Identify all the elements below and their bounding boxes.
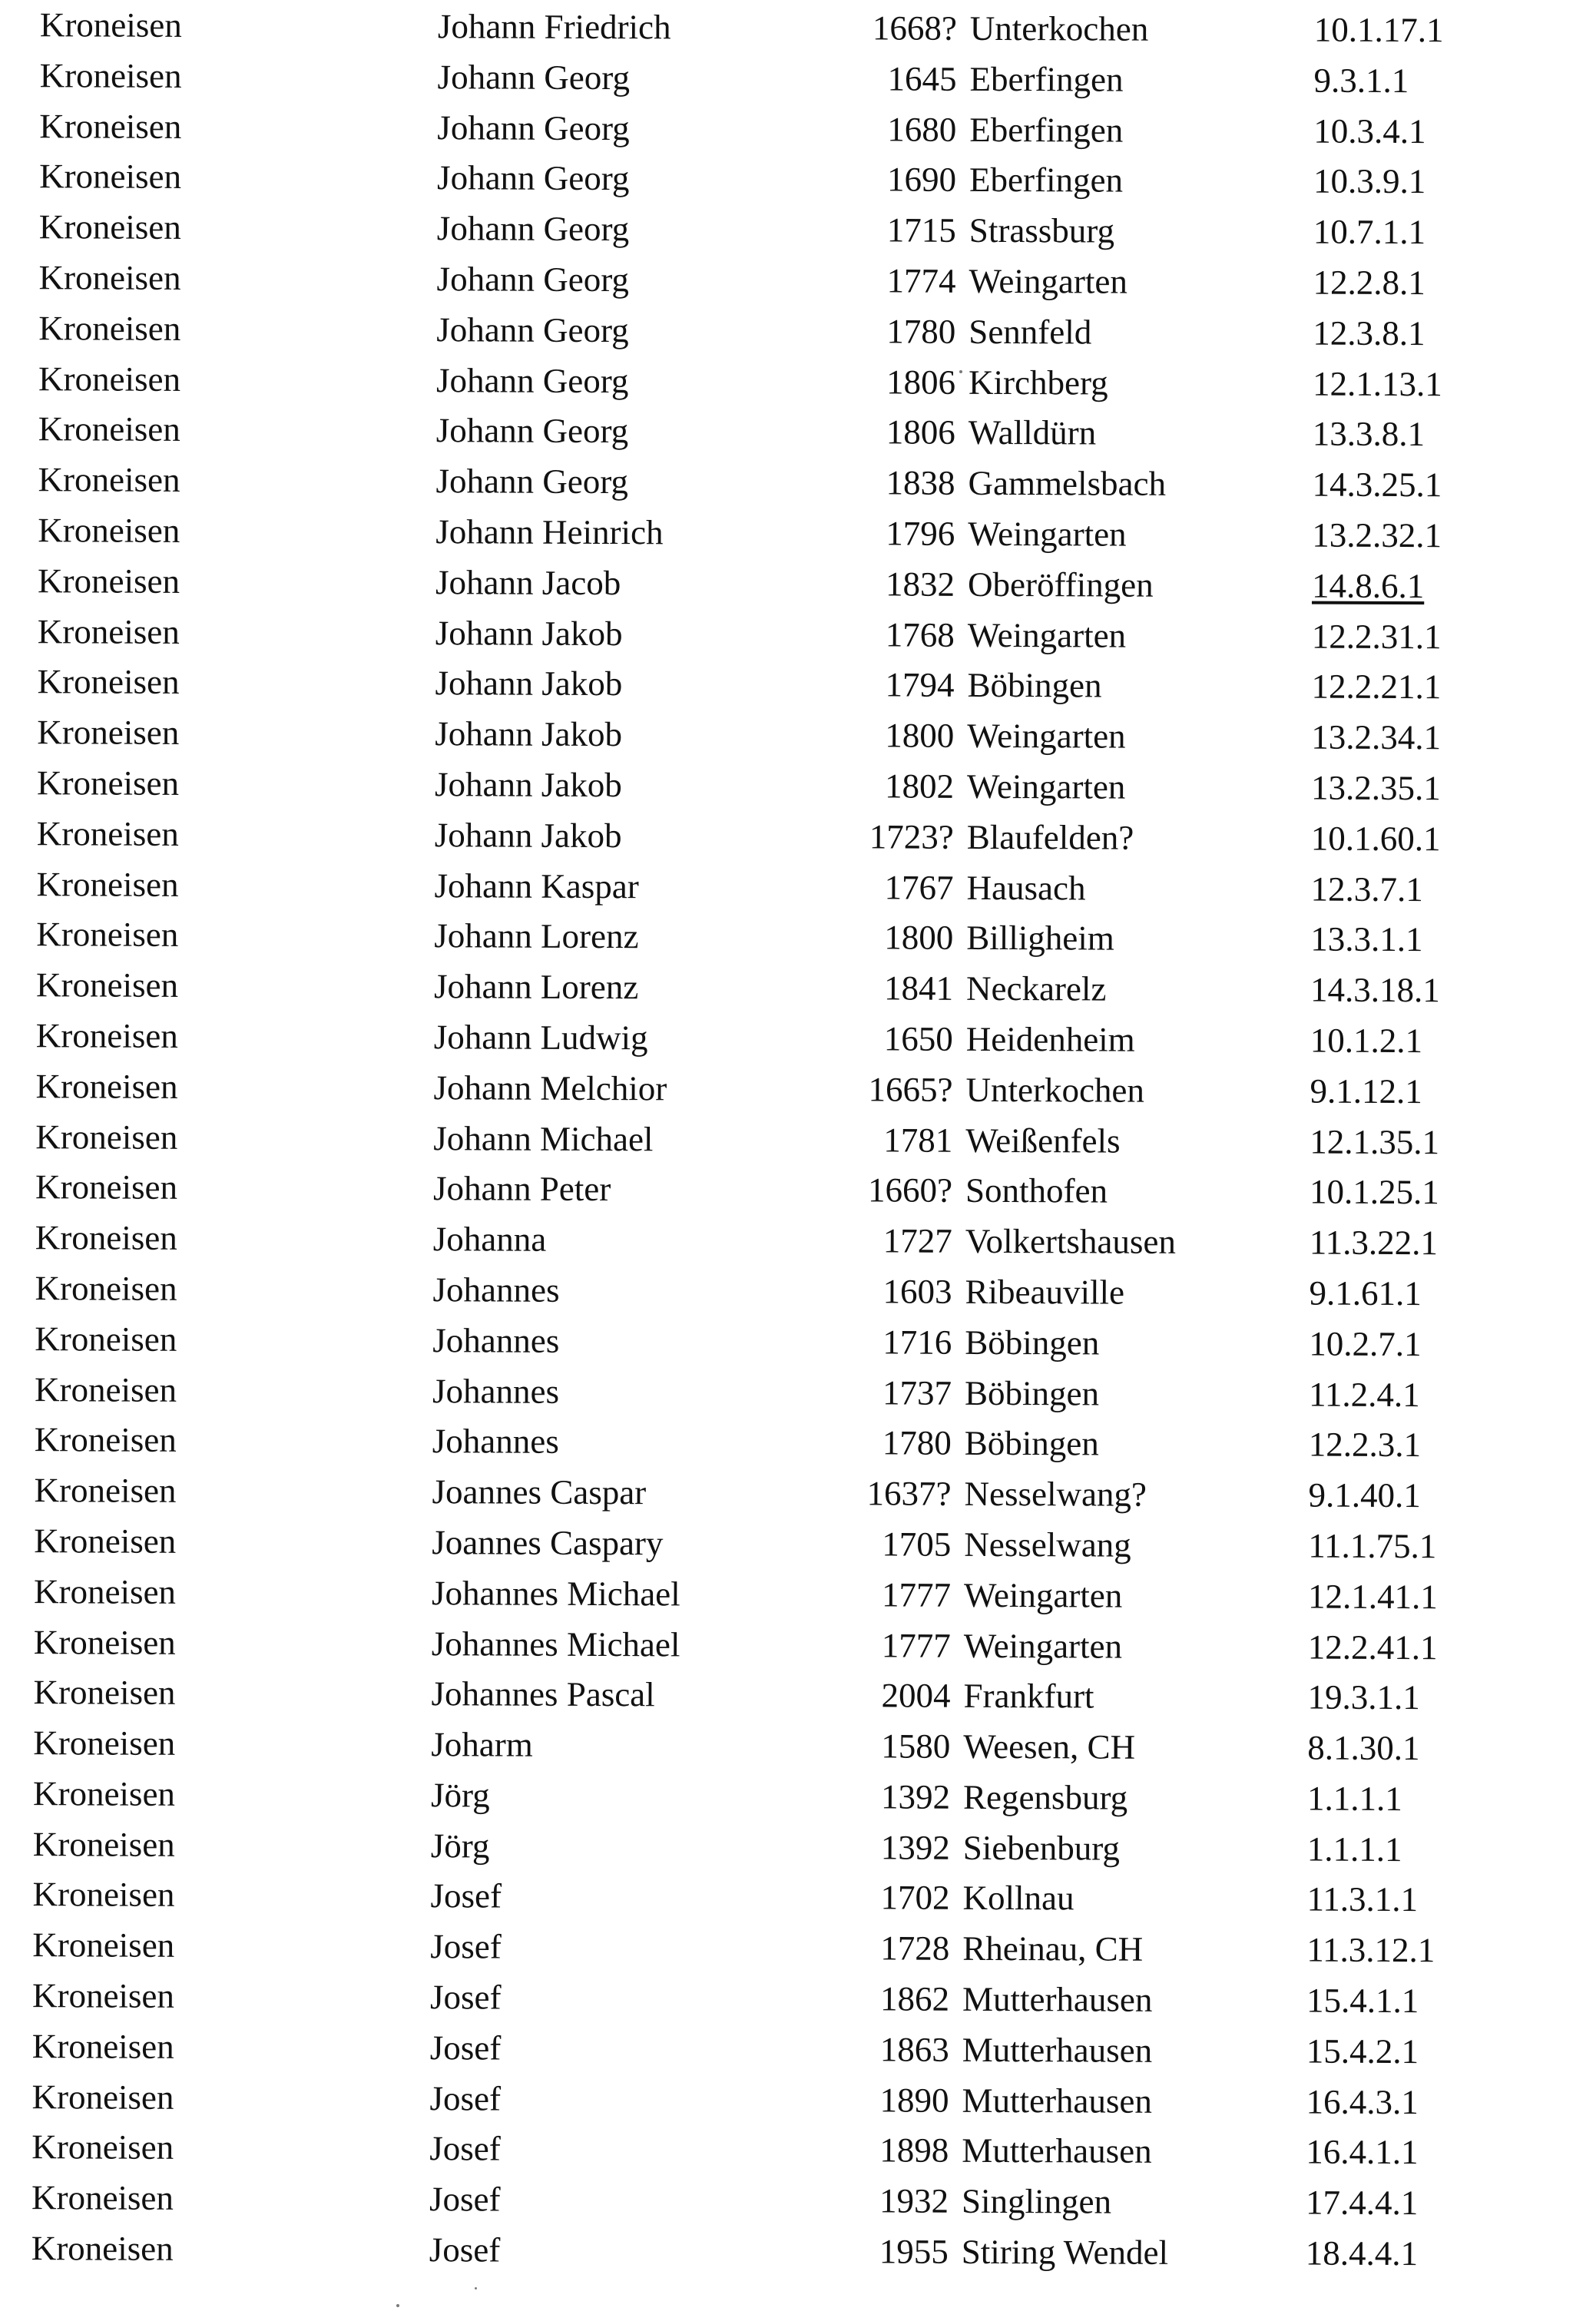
place-cell: Unterkochen: [969, 8, 1149, 48]
surname-cell: Kroneisen: [38, 561, 180, 601]
reference-cell: 12.2.8.1: [1313, 263, 1425, 303]
reference-cell: 9.1.61.1: [1309, 1273, 1422, 1313]
list-row: [0, 909, 1592, 966]
reference-cell: 13.2.32.1: [1312, 515, 1442, 555]
year-cell: 1841: [883, 968, 954, 1008]
surname-cell: Kroneisen: [31, 2077, 174, 2117]
given-name-cell: Johann Georg: [436, 260, 630, 300]
surname-cell: Kroneisen: [37, 611, 180, 651]
place-cell: Weingarten: [963, 1626, 1123, 1666]
given-name-cell: Joannes Caspar: [432, 1472, 647, 1512]
given-name-cell: Johann Georg: [436, 310, 629, 349]
given-name-cell: Johann Georg: [436, 360, 629, 400]
given-name-cell: Josef: [430, 1927, 502, 1966]
given-name-cell: Johann Heinrich: [435, 512, 664, 552]
place-cell: Kirchberg: [969, 363, 1108, 402]
surname-cell: Kroneisen: [35, 1016, 178, 1055]
given-name-cell: Johann Jakob: [434, 765, 622, 805]
list-row: [0, 1567, 1590, 1624]
year-cell: 1705: [882, 1525, 952, 1564]
place-cell: Regensburg: [962, 1777, 1128, 1817]
given-name-cell: Johann Jakob: [435, 613, 623, 653]
list-row: [0, 1516, 1590, 1573]
year-cell: 1723?: [869, 817, 954, 856]
surname-cell: Kroneisen: [35, 1269, 177, 1308]
year-cell: 1650: [883, 1019, 953, 1058]
given-name-cell: Josef: [429, 2180, 501, 2219]
list-row: [0, 809, 1593, 866]
given-name-cell: Johann Peter: [432, 1169, 611, 1209]
surname-cell: Kroneisen: [38, 409, 180, 449]
reference-cell: 14.3.18.1: [1310, 970, 1440, 1010]
reference-cell: 10.1.2.1: [1310, 1021, 1423, 1061]
year-cell: 1392: [880, 1777, 951, 1816]
given-name-cell: Johannes Michael: [431, 1624, 680, 1664]
place-cell: Weesen, CH: [963, 1727, 1136, 1766]
reference-cell: 9.3.1.1: [1313, 61, 1409, 100]
list-row: [0, 1920, 1588, 1977]
place-cell: Strassburg: [969, 211, 1115, 250]
surname-cell: Kroneisen: [38, 359, 181, 399]
year-cell: 1767: [884, 867, 954, 907]
surname-cell: Kroneisen: [39, 157, 182, 197]
reference-cell: 12.1.41.1: [1307, 1577, 1438, 1616]
reference-cell: 12.3.8.1: [1313, 313, 1425, 353]
reference-cell: 14.3.25.1: [1312, 465, 1442, 505]
place-cell: Walldürn: [968, 413, 1097, 452]
year-cell: 1768: [885, 614, 955, 654]
place-cell: Rheinau, CH: [962, 1929, 1144, 1969]
surname-cell: Kroneisen: [38, 460, 180, 500]
given-name-cell: Johannes Michael: [431, 1573, 680, 1614]
year-cell: 1777: [881, 1625, 951, 1665]
reference-cell: 10.1.17.1: [1313, 10, 1444, 50]
place-cell: Billigheim: [966, 919, 1114, 958]
list-row: [0, 1819, 1589, 1876]
place-cell: Stiring Wendel: [961, 2232, 1169, 2272]
year-cell: 1715: [886, 210, 956, 250]
year-cell: 1728: [880, 1929, 950, 1968]
year-cell: 1680: [887, 110, 957, 149]
reference-cell: 11.1.75.1: [1308, 1526, 1437, 1566]
year-cell: 1955: [879, 2232, 949, 2271]
reference-cell: 10.1.25.1: [1309, 1172, 1439, 1212]
year-cell: 2004: [881, 1676, 951, 1716]
surname-cell: Kroneisen: [34, 1420, 177, 1460]
list-row: [0, 0, 1596, 57]
place-cell: Weingarten: [963, 1575, 1123, 1615]
list-row: [0, 1314, 1591, 1371]
list-row: [0, 354, 1594, 411]
place-cell: Eberfingen: [969, 110, 1124, 150]
place-cell: Heidenheim: [965, 1019, 1135, 1059]
given-name-cell: Johanna: [432, 1220, 547, 1259]
surname-cell: Kroneisen: [38, 207, 181, 247]
reference-cell: 14.8.6.1: [1311, 566, 1425, 605]
place-cell: Nesselwang?: [964, 1474, 1147, 1514]
surname-cell: Kroneisen: [36, 763, 180, 803]
year-cell: 1932: [879, 2181, 949, 2221]
year-cell: 1737: [882, 1372, 952, 1412]
given-name-cell: Johann Georg: [435, 411, 629, 451]
reference-cell: 17.4.4.1: [1305, 2183, 1419, 2223]
reference-cell: 10.7.1.1: [1313, 212, 1426, 252]
year-cell: 1777: [881, 1575, 952, 1614]
place-cell: Mutterhausen: [962, 1979, 1153, 2019]
list-row: [0, 1011, 1592, 1068]
list-row: [0, 1263, 1591, 1320]
reference-cell: 8.1.30.1: [1307, 1728, 1420, 1768]
surname-cell: Kroneisen: [31, 2127, 174, 2167]
place-cell: Ribeauville: [965, 1272, 1125, 1312]
surname-cell: Kroneisen: [35, 1319, 177, 1359]
list-row: [0, 505, 1594, 562]
given-name-cell: Johannes: [432, 1422, 559, 1462]
place-cell: Eberfingen: [969, 161, 1124, 200]
given-name-cell: Johann Jacob: [435, 562, 621, 602]
list-row: [0, 1971, 1588, 2028]
given-name-cell: Joharm: [431, 1725, 533, 1764]
place-cell: Eberfingen: [969, 59, 1124, 99]
year-cell: 1392: [880, 1828, 950, 1867]
place-cell: Weingarten: [967, 615, 1127, 655]
place-cell: Böbingen: [967, 666, 1102, 705]
year-cell: 1645: [887, 59, 957, 98]
given-name-cell: Johann Friedrich: [437, 7, 671, 47]
place-cell: Böbingen: [964, 1424, 1099, 1463]
surname-cell: Kroneisen: [35, 1167, 178, 1207]
reference-cell: 12.1.13.1: [1313, 364, 1442, 403]
given-name-cell: Johannes Pascal: [431, 1674, 655, 1714]
surname-cell: Kroneisen: [33, 1622, 176, 1662]
year-cell: 1780: [882, 1423, 952, 1463]
given-name-cell: Joannes Caspary: [432, 1523, 664, 1563]
surname-cell: Kroneisen: [31, 2229, 174, 2268]
given-name-cell: Johann Georg: [435, 462, 629, 502]
list-row: [0, 202, 1595, 259]
surname-cell: Kroneisen: [35, 1218, 177, 1258]
surname-cell: Kroneisen: [37, 662, 180, 702]
reference-cell: 12.2.41.1: [1307, 1627, 1438, 1667]
list-row: [0, 455, 1594, 512]
place-cell: Siebenburg: [962, 1828, 1121, 1868]
reference-cell: 15.4.1.1: [1306, 1981, 1419, 2021]
surname-cell: Kroneisen: [31, 1976, 175, 2015]
list-row: [0, 2223, 1588, 2280]
list-row: [0, 2173, 1588, 2230]
year-cell: 1796: [886, 514, 955, 553]
year-cell: 1668?: [872, 8, 957, 48]
place-cell: Oberöffingen: [967, 565, 1154, 604]
surname-cell: Kroneisen: [36, 813, 179, 853]
given-name-cell: Johann Georg: [437, 108, 630, 147]
year-cell: 1727: [882, 1221, 952, 1260]
given-name-cell: Josef: [429, 2129, 501, 2168]
surname-cell: Kroneisen: [39, 106, 182, 146]
surname-cell: Kroneisen: [35, 1066, 178, 1106]
year-cell: 1716: [882, 1323, 952, 1362]
list-row: [0, 1769, 1589, 1826]
surname-cell: Kroneisen: [35, 965, 179, 1005]
given-name-cell: Johann Jakob: [435, 664, 623, 704]
surname-cell: Kroneisen: [33, 1723, 176, 1763]
given-name-cell: Johann Jakob: [434, 815, 622, 855]
place-cell: Volkertshausen: [965, 1221, 1177, 1262]
year-cell: 1665?: [868, 1070, 953, 1109]
place-cell: Unterkochen: [965, 1070, 1145, 1110]
given-name-cell: Johannes: [432, 1270, 560, 1309]
reference-cell: 9.1.12.1: [1310, 1071, 1422, 1111]
surname-cell: Kroneisen: [33, 1673, 176, 1713]
list-row: [0, 556, 1594, 613]
list-row: [0, 960, 1592, 1017]
year-cell: 1781: [883, 1120, 953, 1160]
surname-cell: Kroneisen: [34, 1369, 177, 1409]
list-row: [0, 1718, 1589, 1775]
place-cell: Mutterhausen: [962, 2131, 1152, 2171]
year-cell: 1862: [879, 1979, 950, 2018]
place-cell: Frankfurt: [963, 1677, 1094, 1716]
list-row: [0, 2021, 1588, 2078]
given-name-cell: Johann Michael: [433, 1118, 654, 1158]
surname-cell: Kroneisen: [35, 1117, 178, 1157]
reference-cell: 12.3.7.1: [1310, 869, 1423, 909]
reference-cell: 19.3.1.1: [1307, 1677, 1420, 1717]
year-cell: 1603: [882, 1272, 952, 1311]
year-cell: 1800: [885, 716, 955, 755]
given-name-cell: Johann Kaspar: [434, 866, 639, 906]
reference-cell: 16.4.1.1: [1306, 2133, 1419, 2172]
surname-cell: Kroneisen: [32, 1925, 175, 1965]
given-name-cell: Johann Lorenz: [433, 967, 639, 1007]
reference-cell: 11.3.22.1: [1309, 1223, 1438, 1263]
reference-cell: 12.2.21.1: [1311, 667, 1442, 707]
list-row: [0, 303, 1594, 360]
place-cell: Böbingen: [964, 1373, 1100, 1413]
place-cell: Nesselwang: [964, 1525, 1131, 1564]
surname-cell: Kroneisen: [31, 2178, 174, 2218]
year-cell: 1702: [880, 1878, 950, 1918]
given-name-cell: Johann Georg: [437, 57, 631, 97]
list-row: [0, 404, 1594, 461]
place-cell: Mutterhausen: [962, 2030, 1153, 2070]
list-row: [0, 1465, 1591, 1522]
list-row: [0, 1415, 1591, 1472]
surname-cell: Kroneisen: [38, 308, 181, 348]
surname-cell: Kroneisen: [32, 1824, 175, 1864]
place-cell: Mutterhausen: [962, 2081, 1153, 2121]
place-cell: Blaufelden?: [966, 817, 1134, 857]
list-row: [0, 607, 1594, 664]
list-row: [0, 2122, 1588, 2179]
surname-cell: Kroneisen: [31, 2027, 174, 2066]
list-row: [0, 51, 1596, 108]
surname-cell: Kroneisen: [39, 5, 182, 45]
given-name-cell: Josef: [430, 1876, 502, 1916]
place-cell: Singlingen: [961, 2182, 1112, 2221]
surname-cell: Kroneisen: [36, 915, 179, 955]
list-row: [0, 253, 1595, 310]
reference-cell: 16.4.3.1: [1306, 2082, 1419, 2121]
given-name-cell: Josef: [429, 1978, 502, 2017]
scan-speck: [475, 2287, 477, 2289]
surname-cell: Kroneisen: [32, 1774, 176, 1813]
year-cell: 1832: [885, 565, 955, 604]
surname-cell: Kroneisen: [34, 1471, 177, 1511]
place-cell: Weingarten: [969, 261, 1127, 301]
place-cell: Hausach: [966, 868, 1086, 907]
surname-cell: Kroneisen: [37, 713, 180, 753]
reference-cell: 12.2.31.1: [1311, 617, 1442, 656]
given-name-cell: Jörg: [430, 1826, 490, 1866]
reference-cell: 10.3.4.1: [1313, 111, 1426, 151]
reference-cell: 18.4.4.1: [1305, 2233, 1419, 2273]
list-row: [0, 657, 1594, 713]
surname-cell: Kroneisen: [32, 1875, 175, 1915]
year-cell: 1838: [886, 463, 955, 502]
list-row: [0, 758, 1593, 815]
place-cell: Sennfeld: [969, 312, 1092, 352]
given-name-cell: Josef: [429, 2078, 502, 2118]
place-cell: Weißenfels: [965, 1121, 1121, 1160]
year-cell: 1660?: [867, 1170, 953, 1210]
place-cell: Gammelsbach: [968, 464, 1167, 504]
year-cell: 1890: [879, 2081, 949, 2120]
reference-cell: 11.3.1.1: [1306, 1880, 1419, 1919]
year-cell: 1800: [884, 918, 954, 958]
list-row: [0, 1112, 1591, 1169]
reference-cell: 12.2.3.1: [1308, 1425, 1422, 1465]
year-cell: 1806: [886, 363, 956, 402]
year-cell: 1690: [887, 160, 957, 200]
place-cell: Weingarten: [968, 514, 1127, 554]
reference-cell: 13.3.8.1: [1312, 414, 1425, 454]
scan-speck: [396, 2304, 399, 2307]
list-row: [0, 1213, 1591, 1270]
place-cell: Weingarten: [966, 766, 1126, 806]
given-name-cell: Johannes: [432, 1371, 560, 1411]
given-name-cell: Josef: [429, 2028, 502, 2068]
reference-cell: 15.4.2.1: [1306, 2031, 1419, 2071]
year-cell: 1580: [881, 1727, 951, 1766]
list-row: [0, 1617, 1590, 1674]
given-name-cell: Johann Lorenz: [434, 916, 639, 956]
reference-cell: 13.2.34.1: [1311, 717, 1442, 757]
given-name-cell: Johannes: [432, 1320, 560, 1360]
place-cell: Sonthofen: [965, 1171, 1108, 1210]
surname-cell: Kroneisen: [39, 55, 182, 95]
year-cell: 1794: [885, 665, 955, 705]
reference-cell: 1.1.1.1: [1306, 1779, 1402, 1818]
year-cell: 1637?: [866, 1474, 952, 1513]
list-row: [0, 1162, 1591, 1219]
scan-speck: [959, 370, 962, 373]
reference-cell: 9.1.40.1: [1308, 1475, 1421, 1515]
year-cell: 1806: [886, 412, 955, 452]
reference-cell: 10.3.9.1: [1313, 161, 1426, 201]
surname-cell: Kroneisen: [33, 1571, 177, 1611]
given-name-cell: Jörg: [430, 1776, 490, 1815]
place-cell: Weingarten: [967, 716, 1126, 756]
reference-cell: 11.3.12.1: [1306, 1930, 1435, 1970]
place-cell: Böbingen: [965, 1323, 1100, 1362]
reference-cell: 10.2.7.1: [1309, 1324, 1422, 1363]
surname-cell: Kroneisen: [38, 258, 181, 297]
given-name-cell: Johann Georg: [436, 209, 630, 249]
surname-cell: Kroneisen: [38, 511, 180, 550]
reference-cell: 12.1.35.1: [1310, 1122, 1440, 1161]
year-cell: 1863: [879, 2030, 949, 2069]
given-name-cell: Johann Jakob: [435, 714, 623, 754]
place-cell: Neckarelz: [965, 968, 1107, 1008]
reference-cell: 13.3.1.1: [1310, 919, 1423, 959]
list-row: [0, 1869, 1589, 1926]
given-name-cell: Johann Georg: [437, 158, 630, 198]
reference-cell: 10.1.60.1: [1310, 819, 1441, 858]
list-row: [0, 151, 1595, 208]
given-name-cell: Johann Melchior: [433, 1068, 667, 1108]
year-cell: 1802: [884, 766, 955, 806]
year-cell: 1898: [879, 2131, 949, 2170]
list-row: [0, 2072, 1588, 2129]
list-row: [0, 859, 1593, 916]
list-row: [0, 1365, 1591, 1422]
list-row: [0, 1667, 1590, 1724]
year-cell: 1774: [886, 261, 956, 300]
reference-cell: 13.2.35.1: [1310, 768, 1441, 808]
reference-cell: 11.2.4.1: [1308, 1375, 1420, 1414]
list-row: [0, 707, 1593, 764]
reference-cell: 1.1.1.1: [1306, 1829, 1402, 1869]
given-name-cell: Johann Ludwig: [433, 1018, 648, 1058]
place-cell: Kollnau: [962, 1879, 1074, 1918]
year-cell: 1780: [886, 312, 956, 351]
surname-cell: Kroneisen: [36, 864, 179, 904]
list-row: [0, 1061, 1592, 1118]
given-name-cell: Josef: [429, 2230, 501, 2270]
surname-cell: Kroneisen: [34, 1521, 177, 1561]
list-row: [0, 101, 1595, 158]
